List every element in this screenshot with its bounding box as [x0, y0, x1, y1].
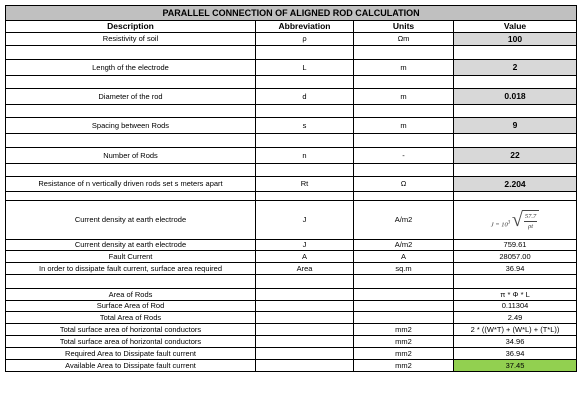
row-description: Length of the electrode [6, 60, 256, 76]
total-surface-value-cell[interactable]: 34.96 [454, 336, 577, 348]
row-description: Required Area to Dissipate fault current [6, 348, 256, 360]
row-units: Ωm [354, 33, 454, 46]
row-units: mm2 [354, 324, 454, 336]
row-abbreviation [256, 301, 354, 312]
row-description: Total surface area of horizontal conductors [6, 336, 256, 348]
row-description: Total Area of Rods [6, 312, 256, 324]
row-units: A/m2 [354, 240, 454, 251]
row-description: Fault Current [6, 251, 256, 263]
row-abbreviation [256, 312, 354, 324]
table-row [6, 289, 577, 301]
row-description: Number of Rods [6, 148, 256, 164]
required-area-value-cell[interactable]: 36.94 [454, 348, 577, 360]
row-abbreviation [256, 348, 354, 360]
table-row [6, 312, 577, 324]
table-row [6, 33, 577, 46]
row-abbreviation: Rt [256, 177, 354, 192]
header-row [6, 21, 577, 33]
row-abbreviation: s [256, 118, 354, 134]
length-value-cell[interactable]: 2 [454, 60, 577, 76]
fault-current-value-cell[interactable]: 28057.00 [454, 251, 577, 263]
row-units [354, 289, 454, 301]
spacer-row [6, 275, 577, 289]
row-abbreviation: A [256, 251, 354, 263]
resistance-value-cell[interactable]: 2.204 [454, 177, 577, 192]
current-density-formula [454, 201, 577, 240]
spacer-row [6, 164, 577, 177]
row-abbreviation: L [256, 60, 354, 76]
calculation-sheet [5, 5, 576, 372]
number-value-cell[interactable]: 22 [454, 148, 577, 164]
row-description: Total surface area of horizontal conductors [6, 324, 256, 336]
row-description: In order to dissipate fault current, surface area required [6, 263, 256, 275]
row-units: - [354, 148, 454, 164]
table-row [6, 118, 577, 134]
spacer-row [6, 134, 577, 148]
row-units: mm2 [354, 336, 454, 348]
table-row [6, 148, 577, 164]
header-units: Units [354, 21, 454, 33]
spacer-row [6, 46, 577, 60]
row-abbreviation [256, 289, 354, 301]
row-units: m [354, 89, 454, 105]
row-description: Area of Rods [6, 289, 256, 301]
header-description: Description [6, 21, 256, 33]
row-units: m [354, 60, 454, 76]
table-row [6, 89, 577, 105]
diameter-value-cell[interactable]: 0.018 [454, 89, 577, 105]
row-units: Ω [354, 177, 454, 192]
total-area-rods-value-cell[interactable]: 2.49 [454, 312, 577, 324]
square-root-icon: √ $\frac{57.7}{\rho t}$ [512, 210, 539, 231]
formula-exponent: 3 [507, 219, 511, 225]
table-row [6, 360, 577, 372]
row-description: Diameter of the rod [6, 89, 256, 105]
row-description: Available Area to Dissipate fault current [6, 360, 256, 372]
row-description: Spacing between Rods [6, 118, 256, 134]
row-description: Resistivity of soil [6, 33, 256, 46]
row-description: Surface Area of Rod [6, 301, 256, 312]
header-abbreviation: Abbreviation [256, 21, 354, 33]
spacer-row [6, 76, 577, 89]
row-units: mm2 [354, 348, 454, 360]
total-surface-formula-cell[interactable]: 2 * ((W*T) + (W*L) + (T*L)) [454, 324, 577, 336]
row-abbreviation [256, 360, 354, 372]
surface-area-rod-value-cell[interactable]: 0.11304 [454, 301, 577, 312]
spacing-value-cell[interactable]: 9 [454, 118, 577, 134]
row-abbreviation: n [256, 148, 354, 164]
row-abbreviation: J [256, 240, 354, 251]
table-row [6, 240, 577, 251]
available-area-value-cell[interactable]: 37.45 [454, 360, 577, 372]
sheet-title: PARALLEL CONNECTION OF ALIGNED ROD CALCULATION [6, 6, 577, 21]
table-row [6, 177, 577, 192]
calculation-table [5, 5, 577, 372]
row-abbreviation: d [256, 89, 354, 105]
table-row [6, 348, 577, 360]
formula-prefix: J = 10 [490, 221, 508, 228]
header-value: Value [454, 21, 577, 33]
table-row [6, 201, 577, 240]
spacer-row [6, 192, 577, 201]
row-units: m [354, 118, 454, 134]
surface-area-required-value-cell[interactable]: 36.94 [454, 263, 577, 275]
row-description: Current density at earth electrode [6, 240, 256, 251]
row-abbreviation [256, 324, 354, 336]
table-row [6, 324, 577, 336]
row-description: Resistance of n vertically driven rods set s meters apart [6, 177, 256, 192]
table-row [6, 60, 577, 76]
title-row [6, 6, 577, 21]
table-row [6, 263, 577, 275]
row-abbreviation: J [256, 201, 354, 240]
current-density-value-cell[interactable]: 759.61 [454, 240, 577, 251]
table-row [6, 336, 577, 348]
row-units [354, 312, 454, 324]
row-units: mm2 [354, 360, 454, 372]
row-units: A [354, 251, 454, 263]
formula-denominator: ρt [528, 222, 534, 230]
resistivity-value-cell[interactable]: 100 [454, 33, 577, 46]
spacer-row [6, 105, 577, 118]
formula-numerator: 57.7 [524, 212, 537, 220]
area-of-rods-formula-cell[interactable]: π * Φ * L [454, 289, 577, 301]
row-units: sq.m [354, 263, 454, 275]
row-abbreviation: Area [256, 263, 354, 275]
row-abbreviation: ρ [256, 33, 354, 46]
table-row [6, 251, 577, 263]
row-units: A/m2 [354, 201, 454, 240]
table-row [6, 301, 577, 312]
row-units [354, 301, 454, 312]
row-abbreviation [256, 336, 354, 348]
row-description: Current density at earth electrode [6, 201, 256, 240]
